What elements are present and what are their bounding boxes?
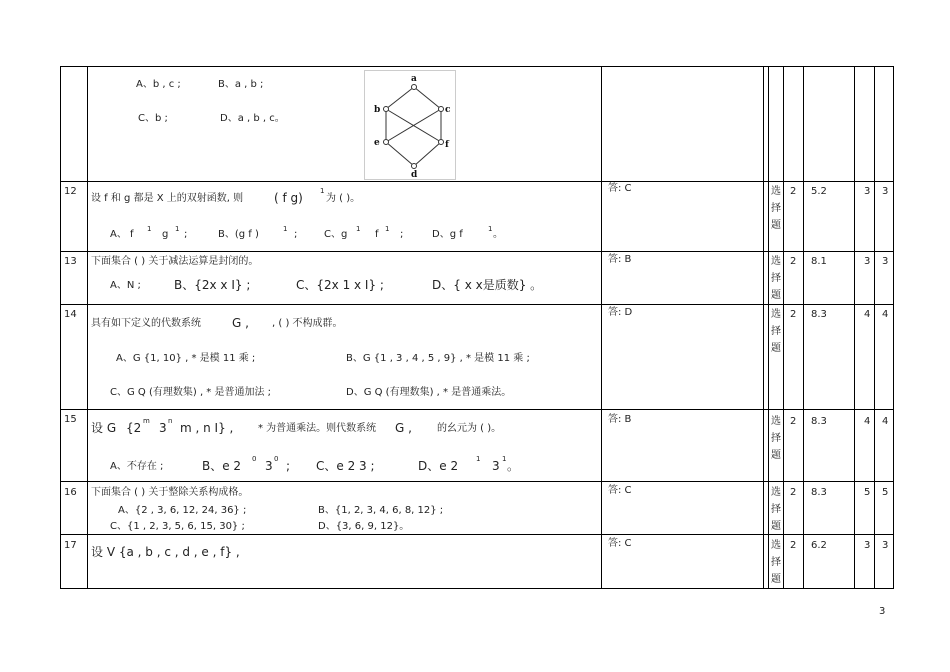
score-cell: 2 xyxy=(790,540,797,551)
node-label-f: f xyxy=(445,140,449,150)
q15-stem-sup-n: n xyxy=(168,417,173,425)
q12-option-d-sup: 1 xyxy=(488,225,493,233)
score-cell: 2 xyxy=(790,309,797,320)
node-label-b: b xyxy=(374,105,381,115)
level-cell: 5 xyxy=(882,487,889,498)
q12-option-a-sup: 1 xyxy=(147,225,152,233)
q13-option-d: D、{ x x是质数} 。 xyxy=(432,278,543,292)
q14-option-d: D、G Q (有理数集) , * 是普通乘法。 xyxy=(346,387,512,398)
q11-option-a: A、b , c ; xyxy=(136,79,181,90)
q12-option-b-sup: 1 xyxy=(283,225,288,233)
q16-option-c: C、{1 , 2, 3, 5, 6, 15, 30} ; xyxy=(110,521,245,532)
q14-stem-group: G , xyxy=(232,316,249,330)
answer-cell: 答: B xyxy=(608,254,632,265)
q16-option-d: D、{3, 6, 9, 12}。 xyxy=(318,521,410,532)
row-number: 17 xyxy=(64,540,77,551)
difficulty-cell: 5 xyxy=(864,487,871,498)
question-type-cell: 选择题 xyxy=(771,416,781,461)
q12-stem-end: 为 ( )。 xyxy=(326,193,361,204)
page-number: 3 xyxy=(879,606,886,617)
q15-stem-end: 的幺元为 ( )。 xyxy=(437,423,502,434)
answer-cell: 答: C xyxy=(608,183,632,194)
level-cell: 3 xyxy=(882,540,889,551)
grid-vline xyxy=(60,66,61,589)
q13-stem: 下面集合 ( ) 关于减法运算是封闭的。 xyxy=(91,256,259,267)
row-number: 14 xyxy=(64,309,77,320)
lattice-diagram xyxy=(364,70,456,180)
q15-option-d-end: 。 xyxy=(507,459,520,473)
q15-stem-sup-m: m xyxy=(143,417,150,425)
q15-stem-set: {2 xyxy=(126,421,142,435)
node-b xyxy=(384,107,389,112)
q15-option-b: B、e 2 xyxy=(202,459,242,473)
q14-option-b: B、G {1 , 3 , 4 , 5 , 9} , * 是模 11 乘 ; xyxy=(346,353,530,364)
q12-option-a-mid: g xyxy=(162,229,169,240)
grid-vline xyxy=(87,66,88,589)
grid-hline xyxy=(60,251,894,252)
grid-vline xyxy=(783,66,784,589)
grid-vline xyxy=(874,66,875,589)
difficulty-cell: 4 xyxy=(864,416,871,427)
question-type-cell: 选择题 xyxy=(771,186,781,231)
grid-vline xyxy=(601,66,602,589)
difficulty-cell: 4 xyxy=(864,309,871,320)
difficulty-cell: 3 xyxy=(864,540,871,551)
grid-hline xyxy=(60,409,894,410)
grid-hline xyxy=(60,481,894,482)
node-label-e: e xyxy=(374,138,380,148)
q12-option-c-end: ; xyxy=(400,229,404,240)
chapter-cell: 5.2 xyxy=(811,186,827,197)
q15-option-d-mid: 3 xyxy=(492,459,500,473)
q11-option-d: D、a , b , c。 xyxy=(220,113,285,124)
level-cell: 4 xyxy=(882,416,889,427)
q11-option-b: B、a , b ; xyxy=(218,79,264,90)
q12-option-a: A、 f xyxy=(110,229,134,240)
row-number: 13 xyxy=(64,256,77,267)
answer-cell: 答: C xyxy=(608,485,632,496)
q15-stem-cond: m , n I} , xyxy=(180,421,234,435)
answer-cell: 答: D xyxy=(608,307,633,318)
q15-option-c: C、e 2 3 ; xyxy=(316,459,375,473)
row-number: 16 xyxy=(64,487,77,498)
grid-vline xyxy=(763,66,764,589)
grid-hline xyxy=(60,181,894,182)
q12-option-c-sup: 1 xyxy=(356,225,361,233)
q12-option-c-mid: f xyxy=(375,229,379,240)
q15-stem-three: 3 xyxy=(159,421,167,435)
question-type-cell: 选择题 xyxy=(771,309,781,354)
q15-option-b-end: ; xyxy=(286,459,291,473)
chapter-cell: 8.3 xyxy=(811,487,827,498)
q15-stem-op: * 为普通乘法。则代数系统 xyxy=(258,423,377,434)
score-cell: 2 xyxy=(790,256,797,267)
node-d xyxy=(412,164,417,169)
node-c xyxy=(439,107,444,112)
q15-option-b-sup: 0 xyxy=(274,455,279,463)
q12-option-d: D、g f xyxy=(432,229,463,240)
grid-hline xyxy=(60,588,894,589)
q12-stem-sup: 1 xyxy=(320,187,325,195)
level-cell: 3 xyxy=(882,256,889,267)
grid-vline xyxy=(893,66,894,589)
q16-option-b: B、{1, 2, 3, 4, 6, 8, 12} ; xyxy=(318,505,444,516)
row-number: 12 xyxy=(64,186,77,197)
score-cell: 2 xyxy=(790,186,797,197)
row-number: 15 xyxy=(64,414,77,425)
chapter-cell: 8.3 xyxy=(811,416,827,427)
q12-option-c-sup: 1 xyxy=(385,225,390,233)
q15-option-d-sup: 1 xyxy=(502,455,507,463)
question-type-cell: 选择题 xyxy=(771,487,781,532)
q15-option-d-sup: 1 xyxy=(476,455,481,463)
q11-option-c: C、b ; xyxy=(138,113,168,124)
q12-option-d-end: 。 xyxy=(493,229,503,240)
chapter-cell: 8.1 xyxy=(811,256,827,267)
node-a xyxy=(412,85,417,90)
q16-stem: 下面集合 ( ) 关于整除关系构成格。 xyxy=(91,487,249,498)
q12-option-b: B、(g f ) xyxy=(218,229,259,240)
level-cell: 3 xyxy=(882,186,889,197)
q12-option-a-sup: 1 xyxy=(175,225,180,233)
q14-stem-end: , ( ) 不构成群。 xyxy=(272,318,343,329)
answer-cell: 答: C xyxy=(608,538,632,549)
q14-stem: 具有如下定义的代数系统 xyxy=(91,318,201,329)
score-cell: 2 xyxy=(790,487,797,498)
difficulty-cell: 3 xyxy=(864,186,871,197)
node-label-a: a xyxy=(411,74,417,84)
q13-option-b: B、{2x x I} ; xyxy=(174,278,251,292)
grid-vline xyxy=(854,66,855,589)
q15-option-b-sup: 0 xyxy=(252,455,257,463)
node-f xyxy=(439,140,444,145)
node-label-c: c xyxy=(445,105,451,115)
level-cell: 4 xyxy=(882,309,889,320)
node-label-d: d xyxy=(411,170,418,180)
grid-hline xyxy=(60,304,894,305)
q14-option-a: A、G {1, 10} , * 是模 11 乘 ; xyxy=(116,353,256,364)
difficulty-cell: 3 xyxy=(864,256,871,267)
q12-option-c: C、g xyxy=(324,229,348,240)
q12-option-b-end: ; xyxy=(294,229,298,240)
grid-vline xyxy=(803,66,804,589)
q15-option-b-mid: 3 xyxy=(265,459,273,473)
q13-option-a: A、N ; xyxy=(110,280,141,291)
score-cell: 2 xyxy=(790,416,797,427)
chapter-cell: 8.3 xyxy=(811,309,827,320)
q15-option-d: D、e 2 xyxy=(418,459,459,473)
question-type-cell: 选择题 xyxy=(771,540,781,585)
q17-stem: 设 V {a , b , c , d , e , f} , xyxy=(91,545,240,559)
q12-option-a-end: ; xyxy=(184,229,188,240)
answer-cell: 答: B xyxy=(608,414,632,425)
node-e xyxy=(384,140,389,145)
q15-option-a: A、不存在 ; xyxy=(110,461,164,472)
q15-stem-group: G , xyxy=(395,421,412,435)
chapter-cell: 6.2 xyxy=(811,540,827,551)
question-type-cell: 选择题 xyxy=(771,256,781,301)
q14-option-c: C、G Q (有理数集) , * 是普通加法 ; xyxy=(110,387,272,398)
q16-option-a: A、{2 , 3, 6, 12, 24, 36} ; xyxy=(118,505,247,516)
q15-stem: 设 G xyxy=(91,421,117,435)
q12-stem: 设 f 和 g 都是 X 上的双射函数, 则 xyxy=(91,193,244,204)
grid-hline xyxy=(60,66,894,67)
q13-option-c: C、{2x 1 x I} ; xyxy=(296,278,384,292)
q12-stem-expr: ( f g) xyxy=(274,191,303,205)
